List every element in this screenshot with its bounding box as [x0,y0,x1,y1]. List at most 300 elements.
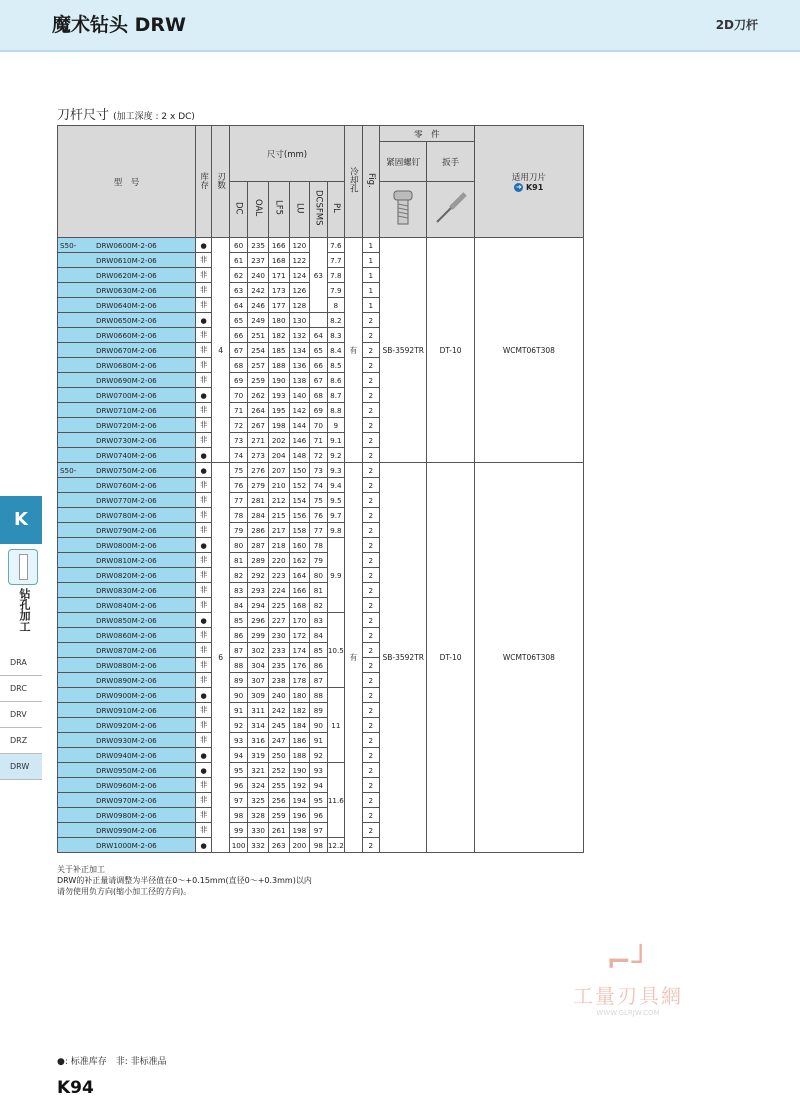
model-cell [58,418,196,433]
fig-cell: 2 [362,658,379,673]
fig-cell: 2 [362,418,379,433]
lf5-cell: 225 [268,598,289,613]
dcsfms-cell: 81 [310,583,327,598]
model-cell [58,748,196,763]
model-cell [58,493,196,508]
dc-cell: 69 [229,373,248,388]
model-name: DRW0900M-2-06 [96,690,157,700]
dc-cell: 100 [229,838,248,853]
dc-cell: 63 [229,283,248,298]
lu-cell: 198 [289,823,310,838]
dcsfms-cell: 89 [310,703,327,718]
lu-cell: 170 [289,613,310,628]
section-title [57,104,195,123]
side-menu-drz[interactable]: DRZ [0,728,42,754]
lu-cell: 140 [289,388,310,403]
model-name: DRW0810M-2-06 [96,555,157,565]
stock-cell: 非 [195,778,211,793]
lu-cell: 146 [289,433,310,448]
oal-cell: 254 [248,343,269,358]
lf5-cell: 261 [268,823,289,838]
model-name: DRW0600M-2-06 [96,240,157,250]
model-cell [58,298,196,313]
header-lu: LU [289,182,310,238]
wrench-image [427,182,474,238]
lf5-cell: 217 [268,523,289,538]
dc-cell: 67 [229,343,248,358]
lu-cell: 134 [289,343,310,358]
stock-cell: ● [195,538,211,553]
fig-cell: 2 [362,538,379,553]
dcsfms-cell: 80 [310,568,327,583]
lu-cell: 150 [289,463,310,478]
oal-cell: 330 [248,823,269,838]
dc-cell: 87 [229,643,248,658]
model-cell [58,658,196,673]
pl-cell: 9 [327,418,345,433]
fig-cell: 2 [362,358,379,373]
watermark-url: WWW.GLRJW.COM [596,1009,660,1017]
dcsfms-cell [310,313,327,328]
dc-cell: 61 [229,253,248,268]
model-name: DRW0990M-2-06 [96,825,157,835]
fig-cell: 2 [362,553,379,568]
dc-cell: 62 [229,268,248,283]
oal-cell: 246 [248,298,269,313]
model-cell [58,718,196,733]
fig-cell: 2 [362,673,379,688]
stock-cell: ● [195,763,211,778]
dc-cell: 97 [229,793,248,808]
pl-cell: 8 [327,298,345,313]
stock-cell: 非 [195,478,211,493]
stock-cell: 非 [195,268,211,283]
stock-cell: ● [195,463,211,478]
oal-cell: 293 [248,583,269,598]
dcsfms-cell: 76 [310,508,327,523]
dcsfms-cell: 93 [310,763,327,778]
dc-cell: 80 [229,538,248,553]
dc-cell: 79 [229,523,248,538]
fig-cell: 2 [362,628,379,643]
lf5-cell: 190 [268,373,289,388]
side-tab-k[interactable]: K [0,496,42,544]
dcsfms-cell: 72 [310,448,327,463]
model-name: DRW0840M-2-06 [96,600,157,610]
stock-cell: ● [195,688,211,703]
drill-icon [8,549,38,585]
oal-cell: 251 [248,328,269,343]
note-line-1: 关于补正加工 [57,865,105,874]
page-title: 魔术钻头 DRW [52,14,186,36]
dc-cell: 98 [229,808,248,823]
dcsfms-cell: 86 [310,658,327,673]
header-fig: Fig. [362,126,379,238]
lf5-cell: 223 [268,568,289,583]
stock-cell: ● [195,838,211,853]
lf5-cell: 227 [268,613,289,628]
model-name: DRW0730M-2-06 [96,435,157,445]
lf5-cell: 255 [268,778,289,793]
lu-cell: 130 [289,313,310,328]
model-name: DRW0850M-2-06 [96,615,157,625]
pl-cell: 9.7 [327,508,345,523]
side-menu-dra[interactable]: DRA [0,650,42,676]
fig-cell: 1 [362,253,379,268]
lu-cell: 182 [289,703,310,718]
lu-cell: 172 [289,628,310,643]
model-name: DRW0670M-2-06 [96,345,157,355]
page-subtitle: 2D刀杆 [715,18,758,32]
model-name: DRW0610M-2-06 [96,255,157,265]
pl-cell: 9.5 [327,493,345,508]
model-cell [58,778,196,793]
side-label: 钻孔加工 [18,588,31,632]
header-dims: 尺寸(mm) [229,126,344,182]
model-name: DRW0650M-2-06 [96,315,157,325]
model-cell [58,808,196,823]
header-screw: 紧固螺钉 [380,142,427,182]
lf5-cell: 238 [268,673,289,688]
oal-cell: 257 [248,358,269,373]
model-name: DRW0870M-2-06 [96,645,157,655]
legend: ●: 标准库存 非: 非标准品 [57,1057,167,1067]
model-name: DRW1000M-2-06 [96,840,157,850]
dc-cell: 64 [229,298,248,313]
dc-cell: 82 [229,568,248,583]
dcsfms-cell: 63 [310,238,327,313]
dcsfms-cell: 82 [310,598,327,613]
lf5-cell: 263 [268,838,289,853]
stock-cell: 非 [195,418,211,433]
fig-cell: 1 [362,238,379,253]
model-cell [58,358,196,373]
model-cell [58,568,196,583]
fig-cell: 2 [362,523,379,538]
dc-cell: 88 [229,658,248,673]
header-flutes: 刃数 [212,126,229,238]
stock-cell: 非 [195,673,211,688]
model-cell [58,343,196,358]
header-dcsfms: DCSFMS [310,182,327,238]
stock-cell: ● [195,613,211,628]
lf5-cell: 177 [268,298,289,313]
lu-cell: 194 [289,793,310,808]
insert-label: 适用刀片 [511,173,546,183]
dc-cell: 71 [229,403,248,418]
dcsfms-cell: 90 [310,718,327,733]
stock-cell: 非 [195,328,211,343]
header-insert [474,126,583,238]
model-name: DRW0700M-2-06 [96,390,157,400]
lf5-cell: 224 [268,583,289,598]
side-menu-drc[interactable]: DRC [0,676,42,702]
dc-cell: 65 [229,313,248,328]
lf5-cell: 207 [268,463,289,478]
stock-cell: 非 [195,433,211,448]
pl-cell: 9.9 [327,538,345,613]
model-name: DRW0790M-2-06 [96,525,157,535]
fig-cell: 2 [362,688,379,703]
lu-cell: 152 [289,478,310,493]
oal-cell: 325 [248,793,269,808]
model-cell [58,373,196,388]
model-name: DRW0880M-2-06 [96,660,157,670]
oal-cell: 316 [248,733,269,748]
lu-cell: 176 [289,658,310,673]
oal-cell: 296 [248,613,269,628]
model-cell [58,703,196,718]
pl-cell: 10.5 [327,613,345,688]
oal-cell: 328 [248,808,269,823]
note-line-2: DRW的补正量请调整为半径值在0～+0.15mm(直径0～+0.3mm)以内 [57,876,312,885]
lf5-cell: 195 [268,403,289,418]
pl-cell: 8.2 [327,313,345,328]
header-wrench: 扳手 [427,142,474,182]
model-name: DRW0760M-2-06 [96,480,157,490]
fig-cell: 2 [362,598,379,613]
model-cell [58,553,196,568]
stock-cell: ● [195,388,211,403]
table-row [58,463,584,478]
model-cell [58,433,196,448]
model-cell [58,763,196,778]
stock-cell: ● [195,448,211,463]
model-cell [58,388,196,403]
header-stock: 库存 [195,126,211,238]
lu-cell: 148 [289,448,310,463]
pl-cell: 8.3 [327,328,345,343]
model-cell [58,253,196,268]
lf5-cell: 204 [268,448,289,463]
arrow-right-icon: ➜ [516,183,522,191]
spec-table [57,125,584,853]
lu-cell: 156 [289,508,310,523]
model-cell [58,238,196,253]
dc-cell: 92 [229,718,248,733]
dcsfms-cell: 91 [310,733,327,748]
lf5-cell: 230 [268,628,289,643]
lf5-cell: 240 [268,688,289,703]
dcsfms-cell: 79 [310,553,327,568]
model-prefix: S50- [60,240,77,250]
header-pl: PL [327,182,345,238]
fig-cell: 1 [362,268,379,283]
fig-cell: 1 [362,283,379,298]
pl-cell: 9.3 [327,463,345,478]
model-name: DRW0940M-2-06 [96,750,157,760]
stock-cell: 非 [195,493,211,508]
dc-cell: 99 [229,823,248,838]
stock-cell: 非 [195,298,211,313]
lf5-cell: 212 [268,493,289,508]
model-name: DRW0800M-2-06 [96,540,157,550]
screw-cell: SB-3592TR [380,238,427,463]
lu-cell: 128 [289,298,310,313]
side-menu [0,650,42,780]
stock-cell: 非 [195,283,211,298]
model-prefix: S50- [60,465,77,475]
model-cell [58,328,196,343]
model-cell [58,523,196,538]
model-name: DRW0910M-2-06 [96,705,157,715]
model-name: DRW0660M-2-06 [96,330,157,340]
dc-cell: 75 [229,463,248,478]
fig-cell: 2 [362,493,379,508]
stock-cell: ● [195,313,211,328]
model-name: DRW0960M-2-06 [96,780,157,790]
pl-cell: 9.8 [327,523,345,538]
dcsfms-cell: 65 [310,343,327,358]
lf5-cell: 215 [268,508,289,523]
screw-image [380,182,427,238]
fig-cell: 2 [362,613,379,628]
lu-cell: 158 [289,523,310,538]
fig-cell: 2 [362,343,379,358]
fig-cell: 2 [362,313,379,328]
dc-cell: 95 [229,763,248,778]
lf5-cell: 202 [268,433,289,448]
stock-cell: 非 [195,823,211,838]
model-cell [58,688,196,703]
dc-cell: 72 [229,418,248,433]
lf5-cell: 210 [268,478,289,493]
model-cell [58,838,196,853]
pl-cell: 9.1 [327,433,345,448]
oal-cell: 240 [248,268,269,283]
section-title-text: 刀杆尺寸 [57,108,110,123]
oal-cell: 276 [248,463,269,478]
oal-cell: 314 [248,718,269,733]
lu-cell: 120 [289,238,310,253]
dcsfms-cell: 74 [310,478,327,493]
dc-cell: 83 [229,583,248,598]
lu-cell: 174 [289,643,310,658]
oal-cell: 302 [248,643,269,658]
model-cell [58,598,196,613]
fig-cell: 2 [362,838,379,853]
dcsfms-cell: 83 [310,613,327,628]
dcsfms-cell: 92 [310,748,327,763]
lu-cell: 138 [289,373,310,388]
side-menu-drw[interactable]: DRW [0,754,42,780]
fig-cell: 2 [362,763,379,778]
table-row [58,238,584,253]
insert-cell: WCMT06T308 [474,463,583,853]
lu-cell: 186 [289,733,310,748]
model-name: DRW0680M-2-06 [96,360,157,370]
flutes-cell: 6 [212,463,229,853]
table-body [58,238,584,853]
header-oal: OAL [248,182,269,238]
oal-cell: 294 [248,598,269,613]
model-cell [58,583,196,598]
oal-cell: 292 [248,568,269,583]
model-name: DRW0640M-2-06 [96,300,157,310]
model-cell [58,673,196,688]
model-name: DRW0970M-2-06 [96,795,157,805]
oal-cell: 309 [248,688,269,703]
pl-cell: 7.9 [327,283,345,298]
lf5-cell: 198 [268,418,289,433]
lf5-cell: 171 [268,268,289,283]
pl-cell: 7.6 [327,238,345,253]
lu-cell: 136 [289,358,310,373]
lf5-cell: 180 [268,313,289,328]
pl-cell: 8.7 [327,388,345,403]
dc-cell: 86 [229,628,248,643]
lu-cell: 196 [289,808,310,823]
model-cell [58,733,196,748]
lu-cell: 162 [289,553,310,568]
dcsfms-cell: 75 [310,493,327,508]
dc-cell: 70 [229,388,248,403]
oal-cell: 307 [248,673,269,688]
dcsfms-cell: 98 [310,838,327,853]
lf5-cell: 235 [268,658,289,673]
fig-cell: 2 [362,508,379,523]
dc-cell: 60 [229,238,248,253]
fig-cell: 2 [362,583,379,598]
oal-cell: 259 [248,373,269,388]
oal-cell: 267 [248,418,269,433]
fig-cell: 2 [362,403,379,418]
stock-cell: 非 [195,403,211,418]
fig-cell: 2 [362,808,379,823]
dc-cell: 94 [229,748,248,763]
pl-cell: 11 [327,688,345,763]
model-name: DRW0930M-2-06 [96,735,157,745]
oal-cell: 287 [248,538,269,553]
stock-cell: 非 [195,643,211,658]
lf5-cell: 242 [268,703,289,718]
header-coolant: 冷却孔 [345,126,362,238]
fig-cell: 2 [362,328,379,343]
lf5-cell: 185 [268,343,289,358]
lf5-cell: 247 [268,733,289,748]
model-cell [58,478,196,493]
insert-cell: WCMT06T308 [474,238,583,463]
stock-cell: 非 [195,583,211,598]
lu-cell: 164 [289,568,310,583]
dc-cell: 96 [229,778,248,793]
stock-cell: ● [195,748,211,763]
model-name: DRW0820M-2-06 [96,570,157,580]
oal-cell: 262 [248,388,269,403]
lu-cell: 190 [289,763,310,778]
watermark [568,945,688,1017]
dcsfms-cell: 64 [310,328,327,343]
side-menu-drv[interactable]: DRV [0,702,42,728]
stock-cell: 非 [195,808,211,823]
dcsfms-cell: 78 [310,538,327,553]
fig-cell: 2 [362,643,379,658]
lu-cell: 160 [289,538,310,553]
lf5-cell: 218 [268,538,289,553]
fig-cell: 2 [362,703,379,718]
lf5-cell: 166 [268,238,289,253]
dcsfms-cell: 84 [310,628,327,643]
insert-ref: K91 [525,183,544,192]
model-cell [58,283,196,298]
fig-cell: 1 [362,298,379,313]
oal-cell: 281 [248,493,269,508]
model-cell [58,538,196,553]
lf5-cell: 233 [268,643,289,658]
lu-cell: 126 [289,283,310,298]
stock-cell: 非 [195,658,211,673]
section-depth: (加工深度 : 2 x DC) [113,112,195,122]
